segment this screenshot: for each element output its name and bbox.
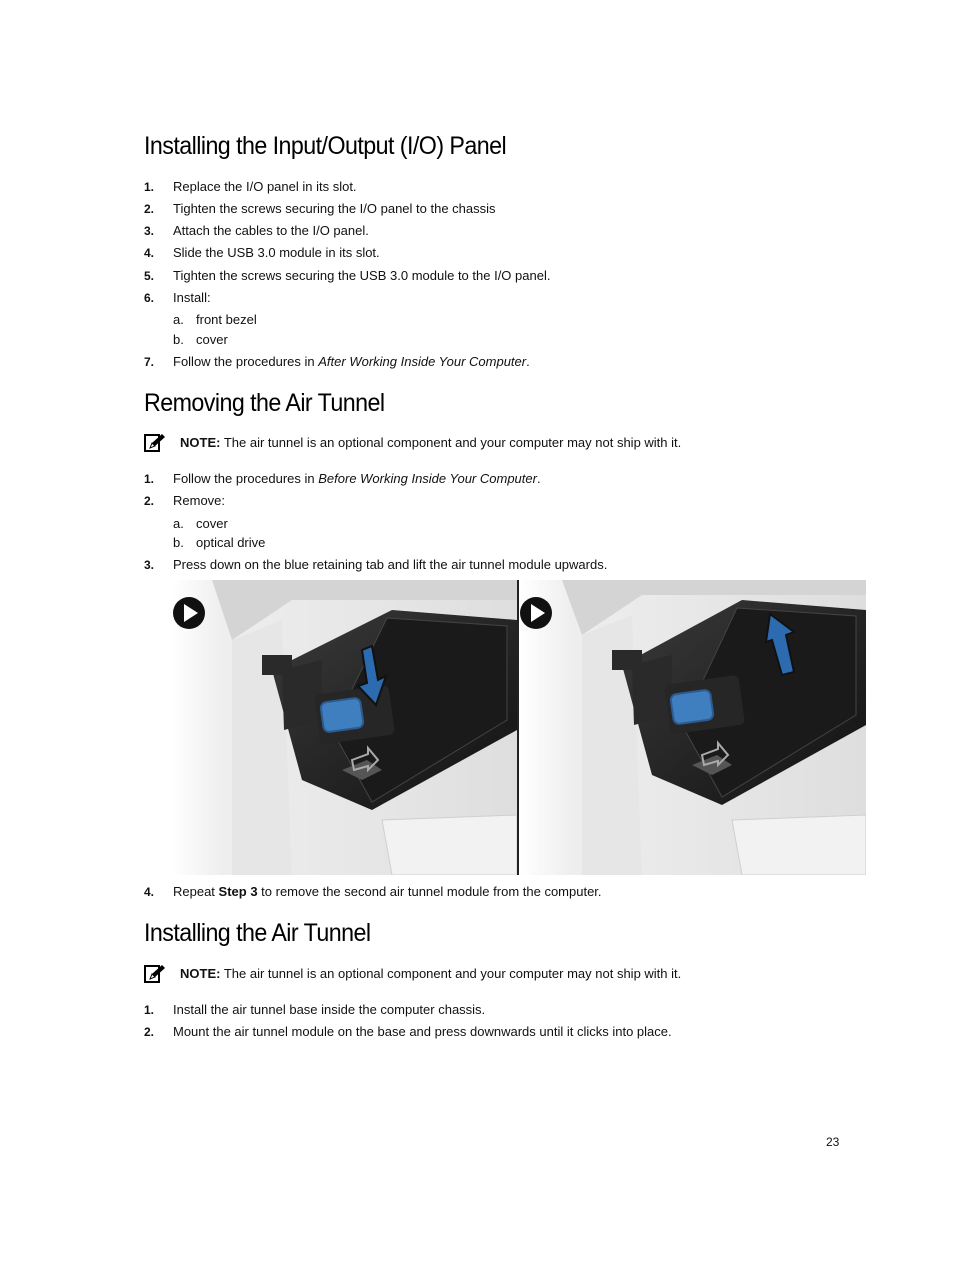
step-reference: Step 3 xyxy=(218,884,258,899)
page-number: 23 xyxy=(826,1135,840,1149)
air-tunnel-removal-illustration xyxy=(172,580,866,875)
manual-page: Installing the Input/Output (I/O) Panel 1. Replace the I/O panel in its slot. 2. Tighten the screws securing the I/O panel to the chassis 3. Attach the cables to the I/O panel. 4. Slide the USB 3.0 module in its slot. 5. Tighten the screws securing the USB 3.0 module to the I/O panel. 6. Install: a. front bezel b. cover 7. Follow the procedures in After Working Inside Your Computer. Removing the Air Tunnel NOTE: The air tunnel is an optional component and your computer may not ship with it. 1. Follow the procedures in Before Working Inside Your Computer. 2. Remove: a. cover b. optical drive 3. Press down on the blue retaining tab and lift the air tunnel module upwards. 4. Repeat Step 3 to remove the second air tunnel module from the computer. Installing the Air Tunnel NOTE: The air tunnel is an optional component and your computer may not ship with it. 1. Install the air tunnel base inside the computer chassis. 2. Mount the air tunnel module on the base and press downwards until it clicks into place. 23 xyxy=(0,0,954,1268)
note-pencil-icon xyxy=(144,433,166,453)
panel-lift-up xyxy=(520,580,866,875)
section-title-air-install: Installing the Air Tunnel xyxy=(144,919,371,947)
panel-press-down xyxy=(172,580,517,875)
cross-reference-link[interactable]: After Working Inside Your Computer xyxy=(318,354,527,369)
cross-reference-link[interactable]: Before Working Inside Your Computer xyxy=(318,471,537,486)
note-pencil-icon xyxy=(144,964,166,984)
section-title-air-remove: Removing the Air Tunnel xyxy=(144,389,385,417)
section-title-io-install: Installing the Input/Output (I/O) Panel xyxy=(144,132,507,160)
